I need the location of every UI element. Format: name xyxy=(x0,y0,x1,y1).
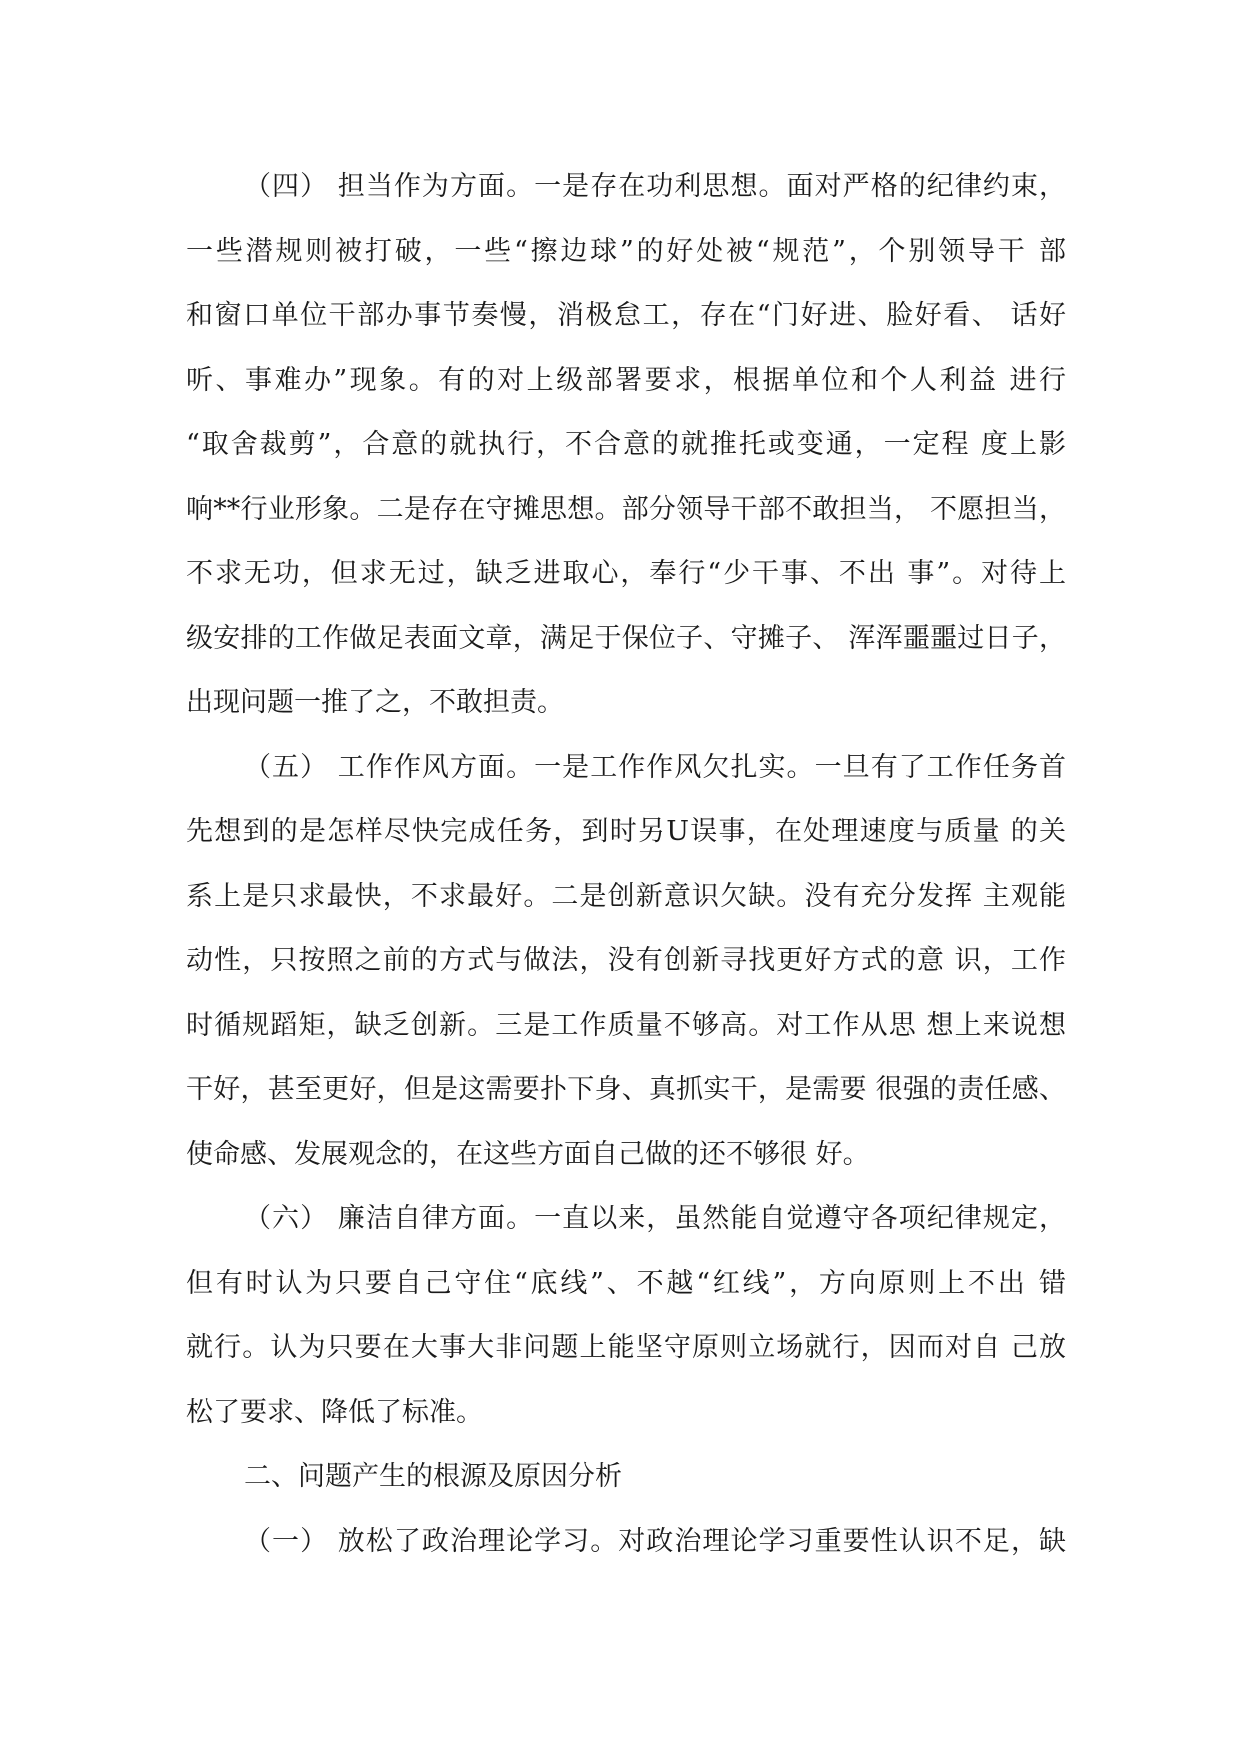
text-line: 和窗口单位干部办事节奏慢，消极怠工，存在“门好进、脸好看、 话好 xyxy=(186,300,1066,331)
text-line: 就行。认为只要在大事大非问题上能坚守原则立场就行，因而对自 己放 xyxy=(186,1332,1066,1363)
text-line: 松了要求、降低了标准。 xyxy=(186,1396,483,1428)
text-line: 动性，只按照之前的方式与做法，没有创新寻找更好方式的意 识，工作 xyxy=(186,945,1066,976)
text-line: 不求无功，但求无过，缺乏进取心，奉行“少干事、不出 事”。对待上 xyxy=(186,558,1066,589)
text-line: 听、事难办”现象。有的对上级部署要求，根据单位和个人利益 进行 xyxy=(186,364,1066,396)
text-line: “取舍裁剪”，合意的就执行，不合意的就推托或变通，一定程 度上影 xyxy=(186,429,1066,460)
text-line: （六） 廉洁自律方面。一直以来，虽然能自觉遵守各项纪律规定， xyxy=(244,1203,1066,1234)
text-line: 级安排的工作做足表面文章，满足于保位子、守摊子、 浑浑噩噩过日子， xyxy=(186,622,1066,654)
text-line: 出现问题一推了之，不敢担责。 xyxy=(186,687,564,718)
text-line: （四） 担当作为方面。一是存在功利思想。面对严格的纪律约束， xyxy=(244,171,1066,202)
body-text xyxy=(186,155,1066,1574)
text-line: （一） 放松了政治理论学习。对政治理论学习重要性认识不足，缺 xyxy=(244,1525,1066,1557)
text-line: 时循规蹈矩，缺乏创新。三是工作质量不够高。对工作从思 想上来说想 xyxy=(186,1009,1066,1041)
text-line: （五） 工作作风方面。一是工作作风欠扎实。一旦有了工作任务首 xyxy=(244,751,1066,783)
text-line: 系上是只求最快，不求最好。二是创新意识欠缺。没有充分发挥 主观能 xyxy=(186,880,1066,912)
text-line: 响**行业形象。二是存在守摊思想。部分领导干部不敢担当， 不愿担当， xyxy=(186,493,1066,525)
text-line: 先想到的是怎样尽快完成任务，到时另U误事，在处理速度与质量 的关 xyxy=(186,816,1066,847)
text-line: 但有时认为只要自己守住“底线”、不越“红线”，方向原则上不出 错 xyxy=(186,1267,1066,1299)
text-line: 一些潜规则被打破，一些“擦边球”的好处被“规范”，个别领导干 部 xyxy=(186,235,1066,267)
text-line: 干好，甚至更好，但是这需要扑下身、真抓实干，是需要 很强的责任感、 xyxy=(186,1074,1066,1105)
text-line: 二、问题产生的根源及原因分析 xyxy=(244,1461,622,1492)
text-line: 使命感、发展观念的，在这些方面自己做的还不够很 好。 xyxy=(186,1138,870,1170)
